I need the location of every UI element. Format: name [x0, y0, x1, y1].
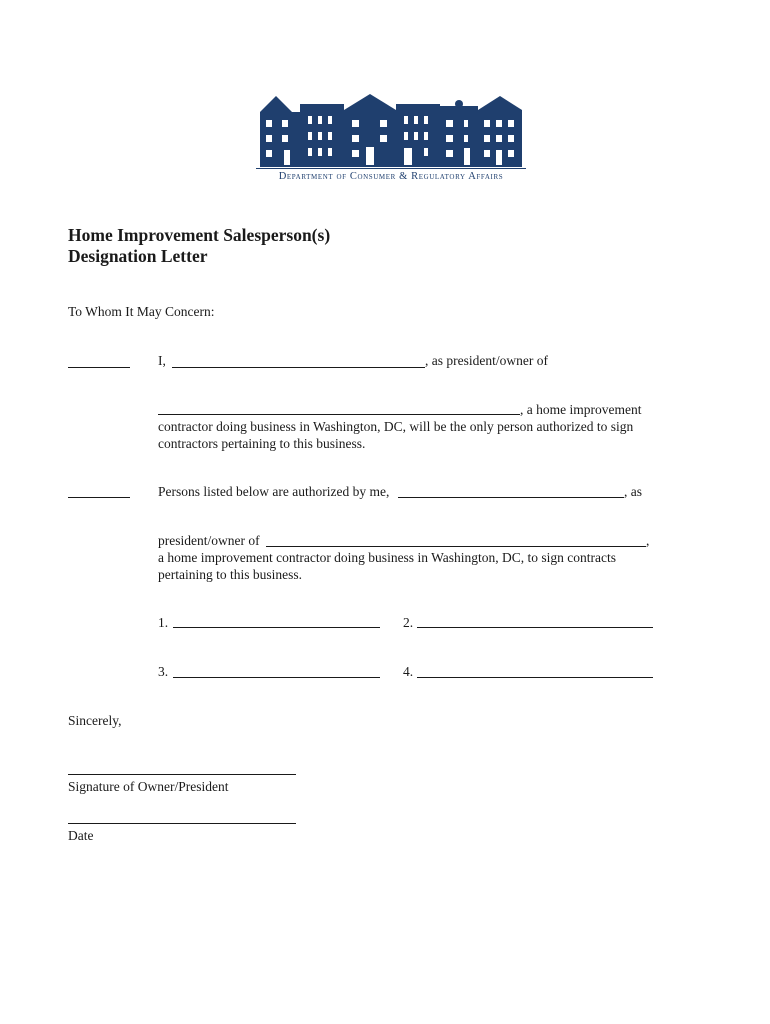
signature-label: Signature of Owner/President	[68, 779, 229, 794]
agency-name: Department of Consumer & Regulatory Affairs	[278, 171, 504, 182]
person-1-field[interactable]	[173, 627, 380, 628]
logo-divider	[256, 168, 526, 169]
authorizer-name-field[interactable]	[398, 497, 624, 498]
option2-line2-suffix: ,	[646, 533, 650, 548]
date-label: Date	[68, 828, 94, 843]
person-1-number: 1.	[158, 615, 169, 630]
date-field[interactable]	[68, 823, 296, 824]
option1-prefix: I,	[158, 353, 166, 368]
closing: Sincerely,	[68, 713, 122, 728]
option2-line3: a home improvement contractor doing business in Washington, DC, to sign contracts	[158, 550, 616, 565]
option2-initial-field[interactable]	[68, 497, 130, 498]
owner-name-field[interactable]	[172, 367, 425, 368]
option2-line4: pertaining to this business.	[158, 567, 302, 582]
option1-continuation: , a home improvement	[520, 402, 642, 417]
title-line-1: Home Improvement Salesperson(s)	[68, 225, 331, 245]
business-name-field[interactable]	[158, 414, 520, 415]
person-2-field[interactable]	[417, 627, 653, 628]
person-4-number: 4.	[403, 664, 414, 679]
person-3-field[interactable]	[173, 677, 380, 678]
business-name-field-2[interactable]	[266, 546, 646, 547]
salutation: To Whom It May Concern:	[68, 304, 215, 319]
option1-suffix: , as president/owner of	[425, 353, 548, 368]
option2-prefix: Persons listed below are authorized by me,	[158, 484, 390, 499]
option1-line2: contractor doing business in Washington, DC, will be the only person authorized to sign	[158, 419, 634, 434]
option1-initial-field[interactable]	[68, 367, 130, 368]
person-2-number: 2.	[403, 615, 414, 630]
person-3-number: 3.	[158, 664, 169, 679]
person-4-field[interactable]	[417, 677, 653, 678]
document-title	[68, 225, 330, 267]
title-line-2: Designation Letter	[68, 246, 208, 266]
signature-field[interactable]	[68, 774, 296, 775]
option2-line2-prefix: president/owner of	[158, 533, 260, 548]
option1-line3: contractors pertaining to this business.	[158, 436, 366, 451]
option2-suffix: , as	[624, 484, 642, 499]
